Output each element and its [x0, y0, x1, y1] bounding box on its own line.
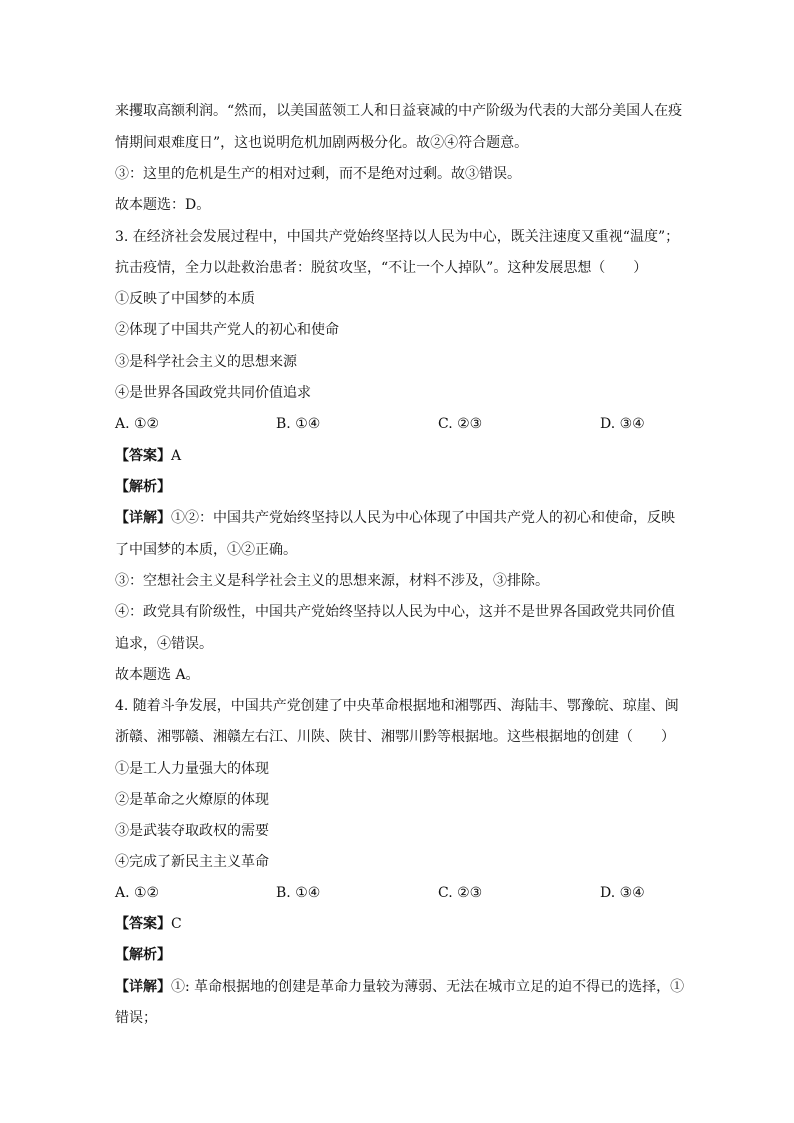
- statement-item: ④是世界各国政党共同价值追求: [115, 385, 311, 401]
- option-a: A. ①②: [115, 885, 160, 901]
- analysis-line: [115, 945, 171, 965]
- analysis-line: [115, 477, 171, 497]
- text-line: 情期间艰难度日”，这也说明危机加剧两极分化。故②④符合题意。: [115, 135, 529, 151]
- text-line: ④：政党具有阶级性，中国共产党始终坚持以人民为中心，这并不是世界各国政党共同价值: [115, 604, 675, 620]
- analysis-label: 【解析】: [115, 947, 171, 963]
- option-c: C. ②③: [438, 416, 483, 432]
- text-line: 浙赣、湘鄂赣、湘赣左右江、川陕、陕甘、湘鄂川黔等根据地。这些根据地的创建（ ）: [115, 729, 675, 745]
- text-line: 错误；: [115, 1010, 157, 1026]
- text-line: ③：这里的危机是生产的相对过剩，而不是绝对过剩。故③错误。: [115, 166, 521, 182]
- option-d: D. ③④: [600, 885, 645, 901]
- detail-text: ①: 革命根据地的创建是革命力量较为薄弱、无法在城市立足的迫不得已的选择，①: [171, 979, 685, 995]
- text-line: 来攫取高额利润。“然而，以美国蓝领工人和日益衰减的中产阶级为代表的大部分美国人在疫: [115, 103, 683, 119]
- text-line: 故本题选 A。: [115, 667, 200, 683]
- detail-line: [115, 977, 684, 997]
- statement-item: ②体现了中国共产党人的初心和使命: [115, 322, 339, 338]
- question-3-stem: 3. 在经济社会发展过程中，中国共产党始终坚持以人民为中心，既关注速度又重视“温度”；: [115, 229, 680, 245]
- option-a: A. ①②: [115, 416, 160, 432]
- text-line: 追求，④错误。: [115, 636, 213, 652]
- text-line: 了中国梦的本质，①②正确。: [115, 542, 297, 558]
- option-b: B. ①④: [276, 885, 321, 901]
- statement-item: ③是科学社会主义的思想来源: [115, 354, 297, 370]
- answer-label: 【答案】: [115, 916, 171, 932]
- detail-label: 【详解】: [115, 510, 171, 526]
- statement-item: ②是革命之火燎原的体现: [115, 792, 269, 808]
- option-b: B. ①④: [276, 416, 321, 432]
- text-line: 抗击疫情，全力以赴救治患者：脱贫攻坚，“不让一个人掉队”。这种发展思想（ ）: [115, 260, 648, 276]
- answer-value: A: [171, 448, 182, 464]
- text-line: 故本题选：D。: [115, 197, 211, 213]
- detail-line: [115, 508, 675, 528]
- option-c: C. ②③: [438, 885, 483, 901]
- answer-value: C: [171, 916, 182, 932]
- statement-item: ④完成了新民主主义革命: [115, 854, 269, 870]
- detail-text: ①②：中国共产党始终坚持以人民为中心体现了中国共产党人的初心和使命，反映: [171, 510, 675, 526]
- statement-item: ③是武装夺取政权的需要: [115, 823, 269, 839]
- statement-item: ①是工人力量强大的体现: [115, 761, 269, 777]
- analysis-label: 【解析】: [115, 479, 171, 495]
- answer-line: [115, 446, 181, 466]
- answer-label: 【答案】: [115, 448, 171, 464]
- question-4-stem: 4. 随着斗争发展，中国共产党创建了中央革命根据地和湘鄂西、海陆丰、鄂豫皖、琼崖、闽: [115, 698, 679, 714]
- text-line: ③：空想社会主义是科学社会主义的思想来源，材料不涉及，③排除。: [115, 573, 549, 589]
- detail-label: 【详解】: [115, 979, 171, 995]
- statement-item: ①反映了中国梦的本质: [115, 291, 255, 307]
- option-d: D. ③④: [600, 416, 645, 432]
- answer-line: [115, 914, 182, 934]
